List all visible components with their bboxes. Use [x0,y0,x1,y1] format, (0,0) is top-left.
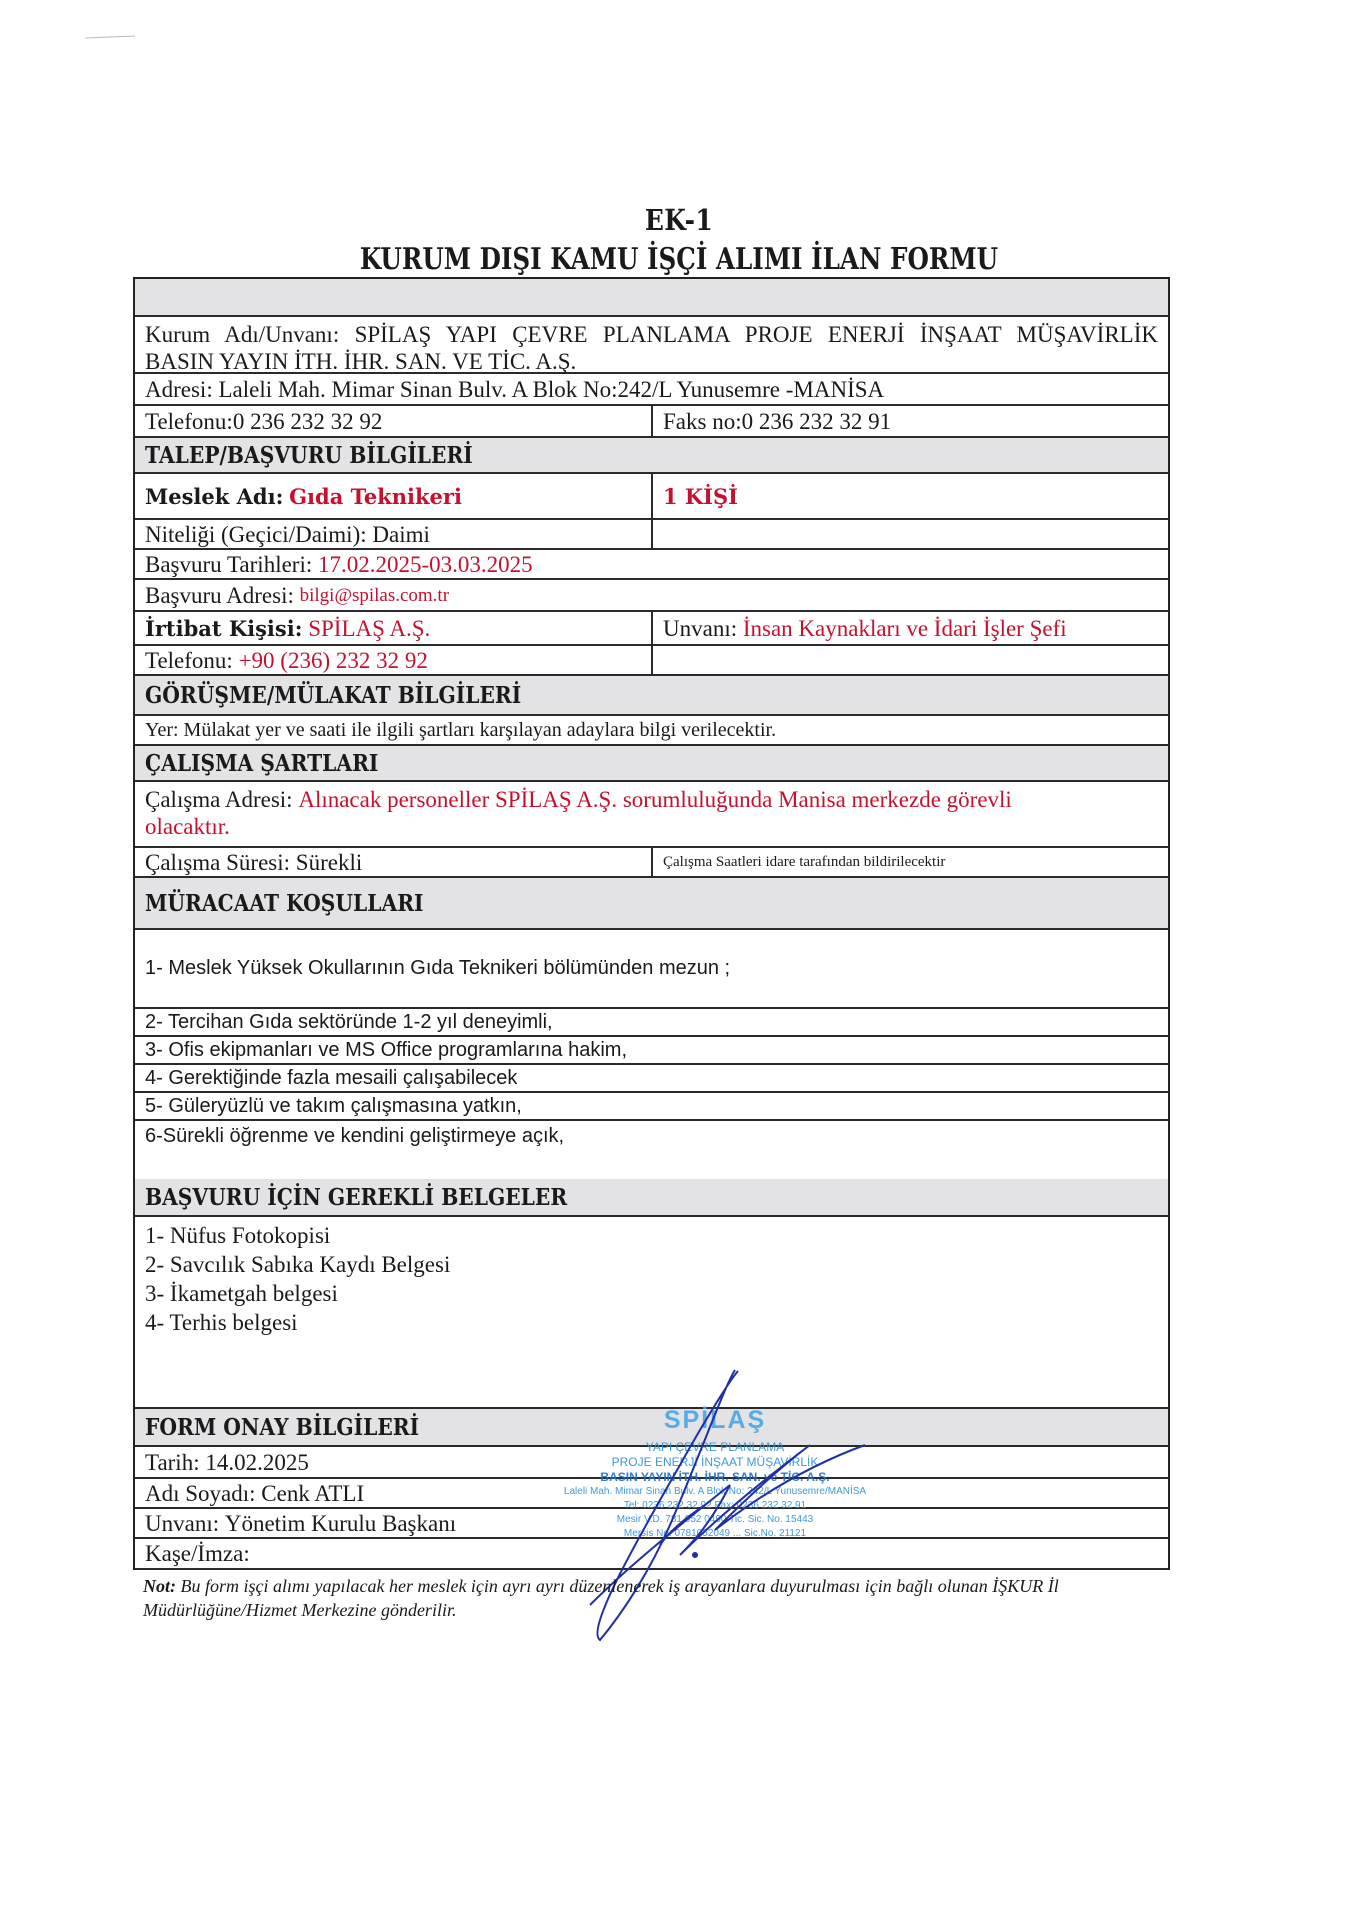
approval-title-label: Unvanı: [145,1510,220,1536]
document-item: 2- Savcılık Sabıka Kaydı Belgesi [145,1252,451,1277]
interview-section-title: GÖRÜŞME/MÜLAKAT BİLGİLERİ [145,681,522,709]
annex-label: EK-1 [644,203,714,237]
contact-label: İrtibat Kişisi: [145,615,303,641]
application-dates-row [135,550,1168,580]
document-item: 4- Terhis belgesi [145,1310,298,1335]
approval-name-row [135,1479,1168,1509]
approval-title-row [135,1509,1168,1539]
work-address-row [135,782,1168,848]
application-section-header [135,438,1168,474]
requirement-item: 2- Tercihan Gıda sektöründe 1-2 yıl deneyimli, [135,1009,1168,1037]
approval-date-label: Tarih: [145,1449,200,1475]
phone-label: Telefonu: [145,408,233,434]
contact-row [135,612,1168,646]
approval-name-label: Adı Soyadı: [145,1480,256,1506]
profession-value: Gıda Teknikeri [289,483,462,509]
work-address-label: Çalışma Adresi: [145,787,293,812]
work-address-line1: Alınacak personeller SPİLAŞ A.Ş. sorumluluğunda Manisa merkezde görevli [298,787,1012,812]
nature-label: Niteliği (Geçici/Daimi): [145,521,367,547]
nature-value: Daimi [372,521,430,547]
requirements-section-header [135,878,1168,930]
approval-stamp-row [135,1539,1168,1570]
requirement-item: 4- Gerektiğinde fazla mesaili çalışabilecek [135,1065,1168,1093]
form-note [143,1574,1283,1622]
institution-address-row [135,374,1168,406]
work-duration-row [135,848,1168,878]
work-address-line2: olacaktır. [145,814,230,839]
interview-place-row [135,716,1168,746]
contact-phone-label: Telefonu: [145,647,233,673]
requirement-item: 5- Güleryüzlü ve takım çalışmasına yatkın, [135,1093,1168,1121]
documents-list [135,1217,1168,1409]
requirements-section-title: MÜRACAAT KOŞULLARI [145,889,424,917]
nature-row [135,520,1168,550]
profession-label: Meslek Adı: [145,483,284,509]
address-value: Laleli Mah. Mimar Sinan Bulv. A Blok No:242/L Yunusemre -MANİSA [218,376,885,402]
requirement-item: 6-Sürekli öğrenme ve kendini geliştirmeye açık, [145,1124,565,1147]
address-label: Adresi: [145,376,213,402]
note-label: Not: [143,1576,176,1596]
document-item: 3- İkametgah belgesi [145,1281,338,1306]
document-item: 1- Nüfus Fotokopisi [145,1223,331,1248]
documents-section-header [135,1179,1168,1217]
interview-section-header [135,676,1168,716]
working-conditions-section-header [135,746,1168,782]
work-hours-value: Çalışma Saatleri idare tarafından bildirilecektir [663,853,946,870]
fax-label: Faks no: [663,408,742,434]
approval-date-value: 14.02.2025 [205,1449,309,1475]
approval-date-row [135,1447,1168,1479]
phone-value: 0 236 232 32 92 [232,408,383,434]
contact-title-value: İnsan Kaynakları ve İdari İşler Şefi [742,615,1067,641]
documents-section-title: BAŞVURU İÇİN GEREKLİ BELGELER [145,1183,568,1211]
dates-label: Başvuru Tarihleri: [145,551,313,577]
company-stamp: SPİLAŞ YAPI ÇEVRE PLANLAMA PROJE ENERJİ İNŞAAT MÜŞAVİRLİK BASIN YAYIN İTH. İHR. SAN. ve TİC. A.Ş. Laleli Mah. Mimar Sinan Bulv. A Blok No: 242/L Yunusemre/MANİSA Tel: 0236 232 32 92 Fax: 0236 232 32 91 Mesir V.D. 781 052 0490 Tic. Sic. No. 15443 Mersis No: 0781052049 ... Sic.No. 21121 [525,1400,905,1580]
position-count: 1 KİŞİ [663,483,738,509]
interview-place-label: Yer: [145,718,179,741]
institution-name-cell [135,317,1168,372]
note-text-line2: Müdürlüğüne/Hizmet Merkezine gönderilir. [143,1600,457,1620]
contact-phone-value: +90 (236) 232 32 92 [238,647,428,673]
institution-phone-row [135,406,1168,438]
application-email[interactable]: bilgi@spilas.com.tr [299,584,450,606]
institution-name-line1: SPİLAŞ YAPI ÇEVRE PLANLAMA PROJE ENERJİ İNŞAAT MÜŞAVİRLİK [354,322,1158,347]
scan-artifact [80,32,140,44]
work-duration-value: Sürekli [295,849,363,875]
requirement-item: 3- Ofis ekipmanları ve MS Office programlarına hakim, [135,1037,1168,1065]
note-text-line1: Bu form işçi alımı yapılacak her meslek için ayrı ayrı düzenlenerek iş arayanlara duyurulması için bağlı olunan İŞKUR İl [180,1576,1059,1596]
institution-name-row [135,317,1168,374]
working-conditions-section-title: ÇALIŞMA ŞARTLARI [145,749,379,777]
stamp-brand: SPİLAŞ [663,1406,767,1434]
contact-title-label: Unvanı: [663,615,738,641]
approval-stamp-label: Kaşe/İmza: [145,1541,250,1566]
form-table [133,277,1170,1570]
approval-section-title: FORM ONAY BİLGİLERİ [145,1413,420,1441]
application-section-title: TALEP/BAŞVURU BİLGİLERİ [145,441,473,469]
requirement-item: 1- Meslek Yüksek Okullarının Gıda Teknikeri bölümünden mezun ; [135,930,1168,1009]
blank-header-row [135,279,1168,317]
fax-value: 0 236 232 32 91 [741,408,892,434]
profession-row [135,474,1168,520]
contact-value: SPİLAŞ A.Ş. [308,615,431,641]
work-duration-label: Çalışma Süresi: [145,849,291,875]
institution-name-label: Kurum Adı/Unvanı: [145,322,340,347]
approval-section-header [135,1409,1168,1447]
interview-place-value: Mülakat yer ve saati ile ilgili şartları karşılayan adaylara bilgi verilecektir. [183,718,777,741]
dates-value: 17.02.2025-03.03.2025 [317,551,533,577]
contact-phone-row [135,646,1168,676]
application-address-label: Başvuru Adresi: [145,582,294,608]
institution-name-line2: BASIN YAYIN İTH. İHR. SAN. VE TİC. A.Ş. [145,349,577,374]
application-address-row [135,580,1168,612]
approval-title-value: Yönetim Kurulu Başkanı [224,1510,457,1536]
approval-name-value: Cenk ATLI [261,1480,365,1506]
form-title: KURUM DIŞI KAMU İŞÇİ ALIMI İLAN FORMU [359,242,999,277]
